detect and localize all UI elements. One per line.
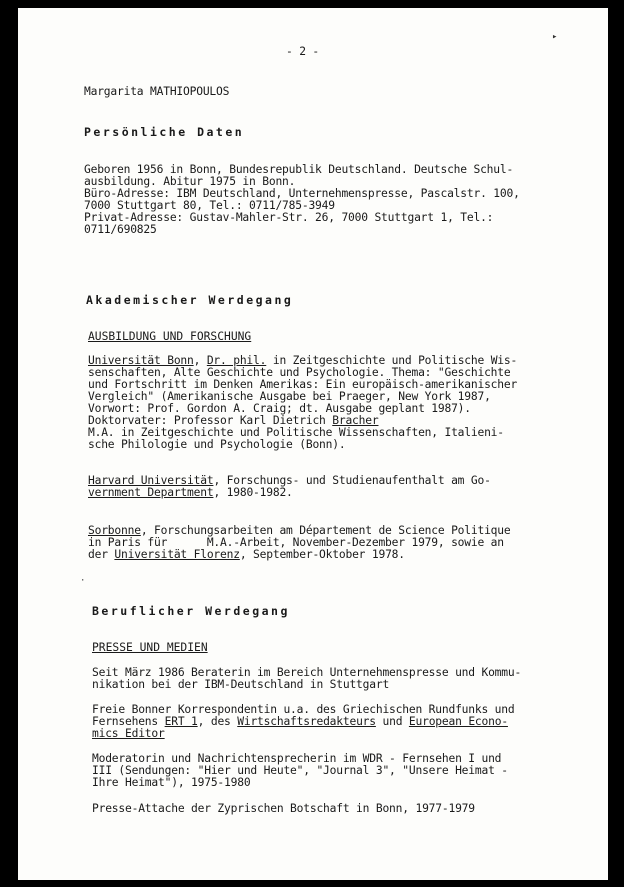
section-heading-academic: Akademischer Werdegang bbox=[86, 293, 294, 307]
sorbonne-line: Sorbonne, Forschungsarbeiten am Département de Science Politique bbox=[88, 524, 511, 537]
career-line: Seit März 1986 Beraterin im Bereich Unternehmenspresse und Kommu- bbox=[92, 666, 522, 679]
author-name: Margarita MATHIOPOULOS bbox=[84, 85, 230, 98]
corner-mark: ▸ bbox=[552, 32, 558, 42]
ert-1: ERT 1 bbox=[164, 715, 198, 728]
personal-line: 0711/690825 bbox=[84, 223, 157, 236]
bonn-line: Universität Bonn, Dr. phil. in Zeitgeschichte und Politische Wis- bbox=[88, 354, 518, 367]
bonn-line: sche Philologie und Psychologie (Bonn). bbox=[88, 438, 346, 451]
personal-line: Privat-Adresse: Gustav-Mahler-Str. 26, 7000 Stuttgart 1, Tel.: bbox=[84, 211, 494, 224]
bonn-line: senschaften, Alte Geschichte und Psychologie. Thema: "Geschichte bbox=[88, 366, 511, 379]
career-line: Presse-Attache der Zyprischen Botschaft in Bonn, 1977-1979 bbox=[92, 802, 475, 815]
european-economics-editor: European Econo- bbox=[408, 715, 508, 728]
section-heading-career: Beruflicher Werdegang bbox=[92, 604, 290, 618]
career-line: III (Sendungen: "Hier und Heute", "Journal 3", "Unsere Heimat - bbox=[92, 764, 508, 777]
page-number: - 2 - bbox=[286, 45, 320, 58]
dr-phil: Dr. phil. bbox=[206, 354, 267, 367]
career-line: Moderatorin und Nachrichtensprecherin im WDR - Fernsehen I und bbox=[92, 752, 502, 765]
bonn-line: und Fortschritt im Denken Amerikas: Ein europäisch-amerikanischer bbox=[88, 378, 518, 391]
bonn-line: Doktorvater: Professor Karl Dietrich Bracher bbox=[88, 414, 379, 427]
personal-line: Geboren 1956 in Bonn, Bundesrepublik Deutschland. Deutsche Schul- bbox=[84, 163, 514, 176]
harvard-line: vernment Department, 1980-1982. bbox=[88, 486, 293, 499]
career-line: Freie Bonner Korrespondentin u.a. des Griechischen Rundfunks und bbox=[92, 703, 515, 716]
career-line: mics Editor bbox=[92, 727, 165, 740]
bonn-line: Vorwort: Prof. Gordon A. Craig; dt. Ausgabe geplant 1987). bbox=[88, 402, 471, 415]
section-heading-personal: Persönliche Daten bbox=[84, 125, 245, 139]
bracher: Bracher bbox=[332, 414, 379, 427]
career-line: Ihre Heimat"), 1975-1980 bbox=[92, 776, 251, 789]
sorbonne: Sorbonne bbox=[88, 524, 141, 537]
government-department: vernment Department bbox=[88, 486, 214, 499]
harvard-university: Harvard Universität bbox=[88, 474, 214, 487]
stray-mark: · bbox=[80, 576, 86, 586]
harvard-line: Harvard Universität, Forschungs- und Studienaufenthalt am Go- bbox=[88, 474, 491, 487]
sorbonne-line: in Paris für M.A.-Arbeit, November-Dezember 1979, sowie an bbox=[88, 536, 504, 549]
wirtschaftsredakteurs: Wirtschaftsredakteurs bbox=[237, 715, 376, 728]
bonn-line: Vergleich" (Amerikanische Ausgabe bei Praeger, New York 1987, bbox=[88, 390, 491, 403]
sorbonne-line: der Universität Florenz, September-Oktober 1978. bbox=[88, 548, 405, 561]
career-line: nikation bei der IBM-Deutschland in Stuttgart bbox=[92, 678, 390, 691]
subheading-education: AUSBILDUNG UND FORSCHUNG bbox=[88, 330, 252, 343]
personal-line: 7000 Stuttgart 80, Tel.: 0711/785-3949 bbox=[84, 199, 335, 212]
subheading-press: PRESSE UND MEDIEN bbox=[92, 641, 208, 654]
universita-florenz: Universität Florenz bbox=[114, 548, 240, 561]
career-line: Fernsehens ERT 1, des Wirtschaftsredakteurs und European Econo- bbox=[92, 715, 508, 728]
personal-line: Büro-Adresse: IBM Deutschland, Unternehmenspresse, Pascalstr. 100, bbox=[84, 187, 520, 200]
document-page bbox=[18, 8, 608, 880]
personal-line: ausbildung. Abitur 1975 in Bonn. bbox=[84, 175, 296, 188]
bonn-line: M.A. in Zeitgeschichte und Politische Wissenschaften, Italieni- bbox=[88, 426, 504, 439]
university-bonn: Universität Bonn bbox=[88, 354, 194, 367]
